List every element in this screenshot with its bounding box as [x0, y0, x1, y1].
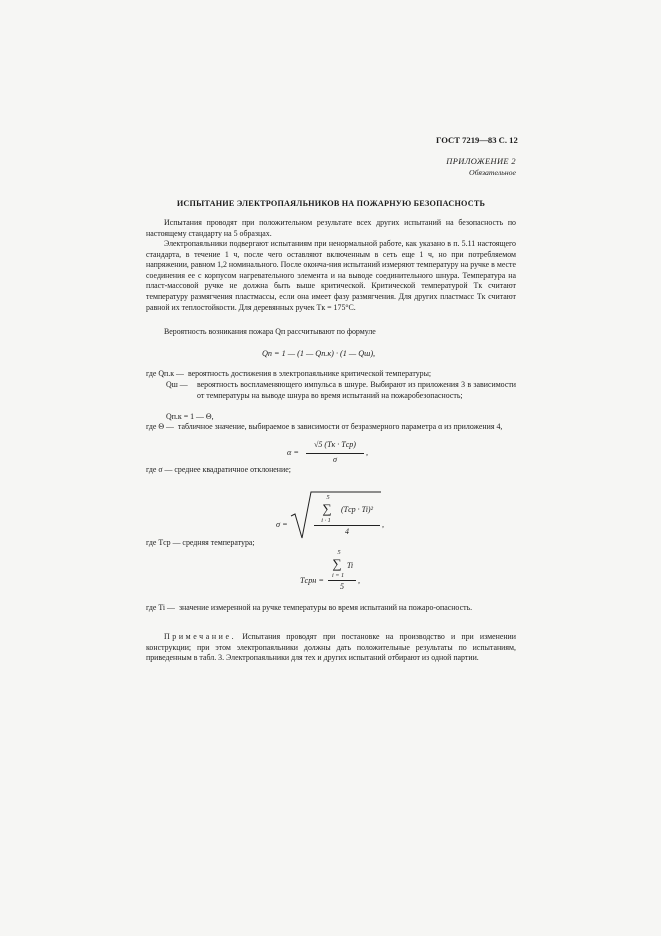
appendix-title: ПРИЛОЖЕНИЕ 2 [446, 157, 516, 166]
ti-definition [146, 603, 516, 614]
paragraph-3: Вероятность возникания пожара Qп рассчитывают по формуле [164, 327, 376, 336]
formula-tcp-lower-limit: i = 1 [331, 572, 345, 579]
formula-sigma-fraction-bar [314, 525, 380, 526]
formula-tcp-denominator: 5 [340, 582, 344, 591]
paragraph-2: Электропаяльники подвергают испытаниям при ненормальной работе, как указано в п. 5.11 настоящего стандарта, в течение 1 ч, после чего оставляют включенным в сеть еще 1 ч, но при потребляемом напряжении, равном 1,2 номинального. После оконча-ния испытаний измеряют температуру на ручке в месте соединения ее с корпусом нагревательного элемента и на выводе соединительного шнура. Температура на пласт-массовой ручке не должна быть выше критической. Критической температурой Tк считают температуру размягчения пластмассы, если она имеет фазу размягчения. Для других пластмасс Tк считают равной их теплостойкости. Для деревянных ручек Tк = 175°С. [146, 239, 516, 312]
ti-definition-text: значение измеренной на ручке температуры во время испытаний на пожаро-опасность. [178, 603, 473, 612]
summation-icon: ∑ [332, 556, 342, 571]
formula-alpha-tail: , [366, 448, 369, 457]
formula-tcp-upper-limit: 5 [337, 549, 341, 556]
ti-definition-label: где Ti — [146, 603, 175, 612]
definition-qpk-formula: Qп.к = 1 — Θ, [166, 412, 214, 421]
page-header: ГОСТ 7219—83 С. 12 [436, 135, 518, 145]
sigma-definition: где σ — среднее квадратичное отклонение; [146, 465, 291, 474]
note-label: Примечание. [164, 632, 237, 641]
summation-icon: ∑ [322, 501, 332, 516]
formula-alpha-lhs: α = [287, 448, 299, 457]
appendix-subtitle: Обязательное [469, 168, 516, 177]
formula-sigma-tail: , [382, 520, 385, 529]
formula-tcp-lhs: Tсрн = [300, 576, 324, 585]
formula-fire-probability: Qп = 1 — (1 — Qп.к) · (1 — Qш), [262, 349, 376, 358]
definition-qsh-text: вероятность воспламеняющего импульса в шнуре. Выбирают из приложения 3 в зависимости от температуры на выводе шнура во время испытаний на пожаробезопасность; [197, 380, 516, 400]
formula-sigma-upper-limit: 5 [326, 494, 330, 501]
formula-sigma-lower-limit: i · 1 [321, 517, 331, 524]
definition-theta-text: табличное значение, выбираемое в зависимости от безразмерного параметра α из приложения 4, [177, 422, 503, 431]
definition-qpk [146, 369, 516, 380]
definition-qsh [166, 380, 516, 401]
paragraph-1: Испытания проводят при положительном результате всех других испытаний на безопасность по настоящему стандарту на 5 образцах. [146, 218, 516, 238]
formula-alpha-numerator: √5 (Tк · Tср) [314, 440, 356, 449]
formula-sigma-lhs: σ = [276, 520, 288, 529]
formula-tcp-fraction-bar [328, 580, 356, 581]
note-paragraph [146, 632, 516, 664]
formula-sigma-denominator: 4 [345, 527, 349, 536]
tcp-definition: где Tср — средняя температура; [146, 538, 255, 547]
definition-theta-label: где Θ — [146, 422, 174, 431]
definition-theta [146, 422, 516, 433]
formula-tcp-term: Ti [346, 561, 354, 570]
formula-sigma-term: (Tср · Ti)² [341, 505, 373, 514]
definition-qsh-label: Qш — [166, 380, 188, 389]
formula-alpha-fraction-bar [306, 453, 364, 454]
formula-alpha-denominator: σ [333, 455, 337, 464]
note-text: Испытания проводят при постановке на производство и при изменении конструкции; при этом электропаяльники должны дать положительные результаты по испытаниям, приведенным в табл. 3. Электропаяльники для тех и других испытаний отбирают из одной партии. [146, 632, 516, 663]
formula-tcp-tail: , [358, 576, 361, 585]
definition-qpk-label: где Qп.к — [146, 369, 184, 378]
definition-qpk-text: вероятность достижения в электропаяльнике критической температуры; [187, 369, 432, 378]
section-title: ИСПЫТАНИЕ ЭЛЕКТРОПАЯЛЬНИКОВ НА ПОЖАРНУЮ БЕЗОПАСНОСТЬ [176, 199, 486, 208]
